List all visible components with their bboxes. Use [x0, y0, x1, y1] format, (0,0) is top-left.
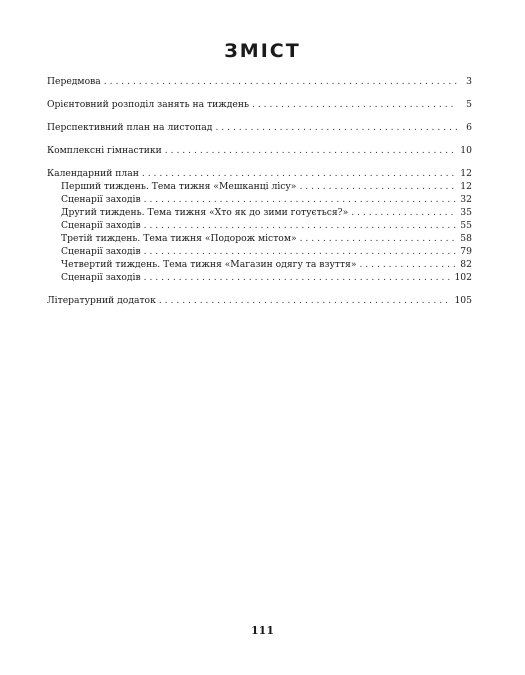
toc-entry-page: 58 [460, 233, 472, 244]
dot-leader [144, 193, 457, 206]
toc-entry-page: 5 [466, 99, 472, 110]
toc-entry-page: 32 [460, 194, 472, 205]
toc-entry-page: 79 [460, 246, 472, 257]
page-number: 111 [251, 624, 274, 637]
toc-subentry-week-1[interactable] [47, 180, 472, 193]
toc-subentry-scenarios-4[interactable] [47, 271, 472, 284]
toc-entry-page: 10 [460, 145, 472, 156]
dot-leader [252, 98, 457, 111]
toc-entry-page: 35 [460, 207, 472, 218]
dot-leader [300, 232, 457, 245]
toc-entry-title: Комплексні гімнастики [47, 145, 162, 156]
toc-entry-title: Другий тиждень. Тема тижня «Хто як до зими готується?» [61, 207, 349, 218]
toc-entry-title: Четвертий тиждень. Тема тижня «Магазин одягу та взуття» [61, 259, 357, 270]
toc-entry-title: Сценарії заходів [61, 246, 141, 257]
toc-entry-title: Сценарії заходів [61, 194, 141, 205]
toc-entry-page: 3 [466, 76, 472, 87]
dot-leader [142, 167, 457, 180]
dot-leader [299, 180, 457, 193]
toc-entry-page: 105 [454, 295, 472, 306]
toc-entry-literary-appendix[interactable] [47, 294, 472, 307]
toc-subentry-week-3[interactable] [47, 232, 472, 245]
toc-subentry-week-2[interactable] [47, 206, 472, 219]
toc-entry-preface[interactable] [47, 75, 472, 88]
toc-entry-page: 6 [466, 122, 472, 133]
dot-leader [359, 258, 457, 271]
table-of-contents [47, 75, 472, 307]
dot-leader [144, 271, 452, 284]
toc-entry-perspective-plan[interactable] [47, 121, 472, 134]
toc-entry-gymnastics[interactable] [47, 144, 472, 157]
toc-entry-title: Сценарії заходів [61, 220, 141, 231]
toc-entry-title: Літературний додаток [47, 295, 156, 306]
dot-leader [351, 206, 457, 219]
toc-entry-page: 55 [460, 220, 472, 231]
dot-leader [104, 75, 457, 88]
toc-entry-title: Третій тиждень. Тема тижня «Подорож містом» [61, 233, 297, 244]
toc-entry-title: Перший тиждень. Тема тижня «Мешканці лісу» [61, 181, 297, 192]
toc-entry-title: Сценарії заходів [61, 272, 141, 283]
toc-entry-page: 102 [454, 272, 472, 283]
toc-subentry-scenarios-1[interactable] [47, 193, 472, 206]
toc-subentry-scenarios-3[interactable] [47, 245, 472, 258]
toc-entry-title: Орієнтовний розподіл занять на тиждень [47, 99, 249, 110]
dot-leader [215, 121, 457, 134]
toc-entry-title: Передмова [47, 76, 101, 87]
toc-subentry-scenarios-2[interactable] [47, 219, 472, 232]
toc-entry-title: Перспективний план на листопад [47, 122, 213, 133]
toc-entry-page: 12 [460, 168, 472, 179]
toc-entry-calendar-plan[interactable] [47, 167, 472, 180]
dot-leader [159, 294, 452, 307]
page-title: ЗМІСТ [224, 40, 301, 62]
toc-entry-page: 12 [460, 181, 472, 192]
dot-leader [144, 245, 457, 258]
dot-leader [165, 144, 457, 157]
toc-subentry-week-4[interactable] [47, 258, 472, 271]
dot-leader [144, 219, 457, 232]
toc-entry-page: 82 [460, 259, 472, 270]
toc-entry-title: Календарний план [47, 168, 139, 179]
toc-entry-weekly-schedule[interactable] [47, 98, 472, 111]
